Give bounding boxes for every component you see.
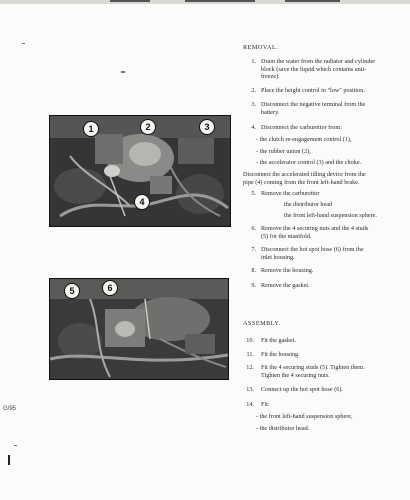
callout-5: 5 [64, 283, 80, 299]
step-line: Connect up the hot spot hose (6). [261, 386, 343, 393]
step-line: battery. [261, 108, 280, 116]
engine-photo-2 [49, 278, 229, 380]
page-speck [121, 71, 125, 73]
step-number: 13. [246, 386, 254, 393]
callout-4: 4 [134, 194, 150, 210]
step-line: block (save the liquid which contains anti- [261, 65, 367, 73]
page-speck [8, 455, 10, 465]
step-14-subitem: - the front left-hand suspension sphere, [256, 413, 353, 420]
step-line: Tighten the 4 securing nuts. [261, 371, 330, 379]
page-speck [14, 445, 17, 446]
header-mark [185, 0, 255, 2]
step-line: Place the height control in "low" position. [261, 87, 365, 94]
step-line: freeze). [261, 73, 280, 81]
step-line: Remove the housing. [261, 267, 314, 274]
assembly-heading: ASSEMBLY. [243, 320, 281, 327]
step-line: Fit the 4 securing studs (5). Tighten them. [261, 364, 365, 371]
step-line: inlet housing. [261, 253, 295, 261]
step-number: 6. [251, 225, 256, 232]
step-text [261, 58, 375, 81]
step-line: Disconnect the negative terminal from the [261, 101, 366, 108]
step-number: 5. [251, 190, 256, 197]
step-line: Remove the carburettor [261, 190, 320, 197]
top-rule [0, 0, 410, 4]
step-4-subitem: - the rubber union (2), [256, 148, 311, 155]
header-mark [285, 0, 340, 2]
callout-6: 6 [102, 280, 118, 296]
step-line: Fit the gasket. [261, 337, 296, 344]
callout-3: 3 [199, 119, 215, 135]
callout-1: 1 [83, 121, 99, 137]
step-line: Fit: [261, 401, 270, 408]
step-line: Drain the water from the radiator and cylinder [261, 58, 376, 65]
step-line: (5) for the manifold. [261, 232, 312, 240]
step-line: Remove the 4 securing nuts and the 4 studs [261, 225, 369, 232]
step-text [261, 225, 368, 240]
step-number: 11. [246, 351, 254, 358]
step-14-subitem: - the distributor head. [256, 425, 310, 432]
step-5-continuation: the distributor head [284, 201, 333, 208]
step-line: Remove the gasket. [261, 282, 310, 289]
step-line: Disconnect the carburettor from: [261, 124, 342, 131]
step-number: 14. [246, 401, 254, 408]
step-5-continuation: the front left-hand suspension sphere. [284, 212, 377, 219]
step-number: 8. [251, 267, 256, 274]
removal-heading: REMOVAL. [243, 44, 279, 51]
step-text [261, 364, 365, 379]
header-mark [110, 0, 150, 2]
callout-2: 2 [140, 119, 156, 135]
step-line: Fit the housing. [261, 351, 300, 358]
step-number: 4. [251, 124, 256, 131]
step-number: 10. [246, 337, 254, 344]
step-4-subitem: - the clutch re-engagement control (1), [256, 136, 352, 143]
step-number: 9. [251, 282, 256, 289]
step-text [261, 246, 364, 261]
page-speck [22, 43, 25, 44]
step-line: Disconnect the hot spot hose (6) from the [261, 246, 364, 253]
step-4-subitem: - the accelerator control (3) and the choke. [256, 159, 362, 166]
step-number: 7. [251, 246, 256, 253]
step-text [261, 101, 365, 116]
removal-note [243, 171, 366, 186]
engine-photo-1 [49, 115, 231, 227]
step-number: 12. [246, 364, 254, 371]
step-number: 3. [251, 101, 256, 108]
note-line: Disconnect the accelerated idling device from the [243, 171, 366, 178]
note-line: pipe (4) coming from the front left-hand brake. [243, 178, 360, 186]
step-number: 2. [251, 87, 256, 94]
step-number: 1. [251, 58, 256, 65]
page-side-label: G/95 [3, 406, 17, 412]
